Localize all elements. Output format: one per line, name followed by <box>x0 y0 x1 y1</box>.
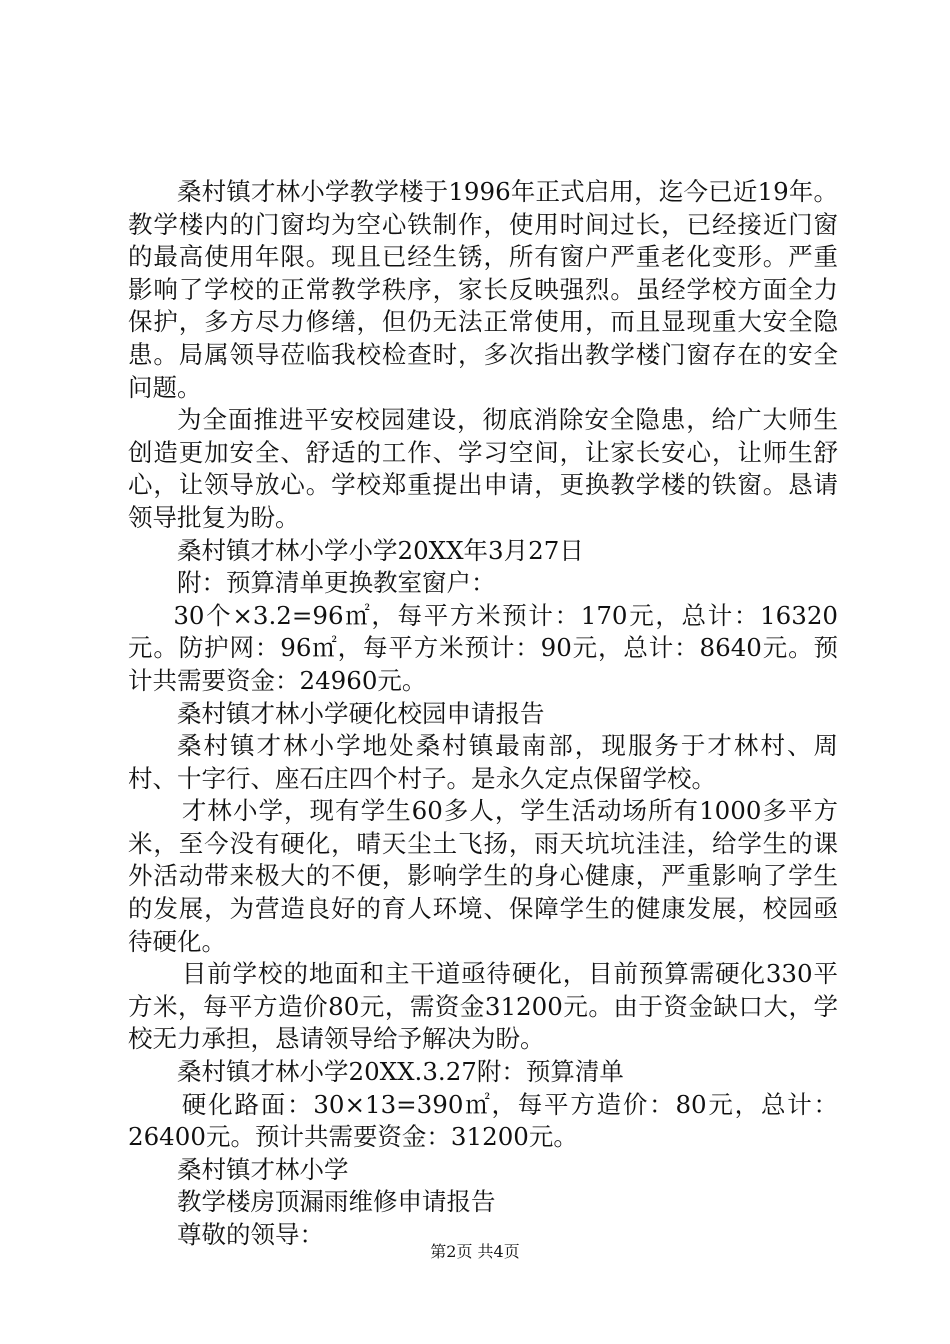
signature-date-line: 桑村镇才林小学小学20XX年3月27日 <box>177 535 584 565</box>
school-name-line: 桑村镇才林小学 <box>177 1154 349 1184</box>
document-body <box>128 176 838 1252</box>
paragraph-window-request: 为全面推进平安校园建设，彻底消除安全隐患，给广大师生创造更加安全、舒适的工作、学习空间，让家长安心，让师生舒心，让领导放心。学校郑重提出申请，更换教学楼的铁窗。恳请领导批复为盼。 <box>128 405 838 532</box>
appendix-heading: 附：预算清单更换教室窗户： <box>177 568 496 598</box>
budget-window-details: 30个×3.2=96㎡，每平方米预计：170元，总计：16320元。防护网：96㎡，每平方米预计：90元，总计：8640元。预计共需要资金：24960元。 <box>128 600 838 695</box>
paragraph-school-location: 桑村镇才林小学地处桑村镇最南部，现服务于才林村、周村、十字行、座石庄四个村子。是永久定点保留学校。 <box>128 731 838 793</box>
salutation: 尊敬的领导： <box>177 1220 324 1249</box>
report-title-hardening: 桑村镇才林小学硬化校园申请报告 <box>177 698 545 728</box>
paragraph-school-situation: 才林小学，现有学生60多人，学生活动场所有1000多平方米，至今没有硬化，晴天尘土飞扬，雨天坑坑洼洼，给学生的课外活动带来极大的不便，影响学生的身心健康，严重影响了学生的发展，为营造良好的育人环境、保障学生的健康发展，校园亟待硬化。 <box>128 796 838 956</box>
signature-appendix-line: 桑村镇才林小学20XX.3.27附：预算清单 <box>177 1057 624 1087</box>
page-footer: 第2页 共4页 <box>430 1242 520 1261</box>
budget-road-details: 硬化路面：30×13=390㎡，每平方造价：80元，总计：26400元。预计共需要资金：31200元。 <box>128 1089 838 1152</box>
report-title-roof: 教学楼房顶漏雨维修申请报告 <box>177 1187 496 1217</box>
paragraph-window-background: 桑村镇才林小学教学楼于1996年正式启用，迄今已近19年。教学楼内的门窗均为空心铁制作，使用时间过长，已经接近门窗的最高使用年限。现且已经生锈，所有窗户严重老化变形。严重影响了学校的正常教学秩序，家长反映强烈。虽经学校方面全力保护，多方尽力修缮，但仍无法正常使用，而且显现重大安全隐患。局属领导莅临我校检查时，多次指出教学楼门窗存在的安全问题。 <box>128 177 838 402</box>
paragraph-hardening-request: 目前学校的地面和主干道亟待硬化，目前预算需硬化330平方米，每平方造价80元，需资金31200元。由于资金缺口大，学校无力承担，恳请领导给予解决为盼。 <box>128 959 838 1054</box>
